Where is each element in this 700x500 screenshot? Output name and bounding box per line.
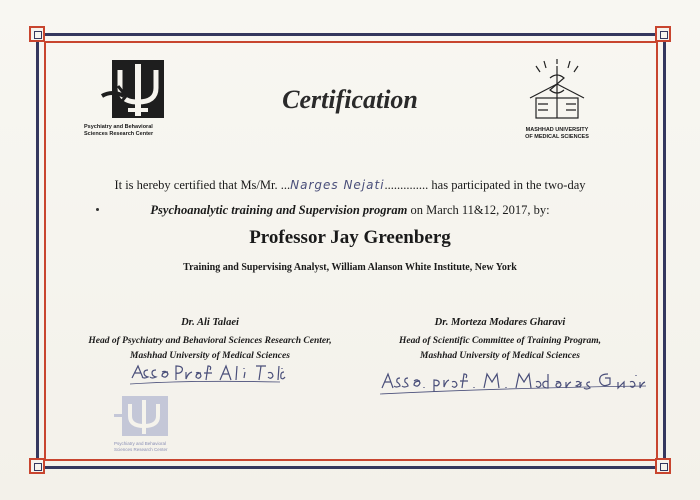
corner-ornament bbox=[655, 26, 671, 42]
right-logo-caption bbox=[512, 127, 602, 141]
right-handwritten-signature bbox=[378, 366, 648, 398]
program-date: on March 11&12, 2017, by: bbox=[407, 203, 550, 217]
signatory-role: Mashhad University of Medical Sciences bbox=[130, 351, 290, 361]
caption-line: Psychiatry and Behavioral bbox=[84, 124, 153, 130]
caption-line: Sciences Research Center bbox=[114, 447, 168, 452]
corner-ornament bbox=[29, 458, 45, 474]
caption-line: Psychiatry and Behavioral bbox=[114, 441, 167, 446]
certify-statement bbox=[70, 178, 630, 193]
left-logo-caption bbox=[84, 124, 194, 138]
certify-suffix: .............. has participated in the two-day bbox=[384, 178, 586, 192]
caption-line: Sciences Research Center bbox=[84, 131, 154, 137]
certificate-title: Certification bbox=[282, 85, 418, 114]
stamp-caption bbox=[114, 441, 194, 453]
corner-ornament bbox=[655, 458, 671, 474]
caption-line: MASHHAD UNIVERSITY bbox=[525, 127, 589, 133]
signatory-role: Mashhad University of Medical Sciences bbox=[420, 351, 580, 361]
program-statement bbox=[70, 203, 630, 218]
program-name: Psychoanalytic training and Supervision program bbox=[150, 203, 408, 217]
right-signatory bbox=[360, 315, 640, 364]
signatory-role: Head of Psychiatry and Behavioral Sciences Research Center, bbox=[88, 336, 332, 346]
signatory-name: Dr. Ali Talaei bbox=[181, 317, 239, 328]
signatory-name: Dr. Morteza Modares Gharavi bbox=[434, 317, 566, 328]
corner-ornament bbox=[29, 26, 45, 42]
professor-affiliation: Training and Supervising Analyst, William Alanson White Institute, New York bbox=[183, 262, 517, 273]
university-emblem-icon bbox=[524, 58, 590, 124]
left-signatory bbox=[70, 315, 350, 364]
recipient-name: Narges Nejati bbox=[290, 178, 385, 192]
professor-name: Professor Jay Greenberg bbox=[249, 227, 451, 248]
signatory-role: Head of Scientific Committee of Training Program, bbox=[398, 336, 602, 346]
left-handwritten-signature bbox=[128, 360, 288, 386]
caption-line: OF MEDICAL SCIENCES bbox=[525, 134, 589, 140]
certify-prefix: It is hereby certified that Ms/Mr. ... bbox=[114, 178, 291, 192]
